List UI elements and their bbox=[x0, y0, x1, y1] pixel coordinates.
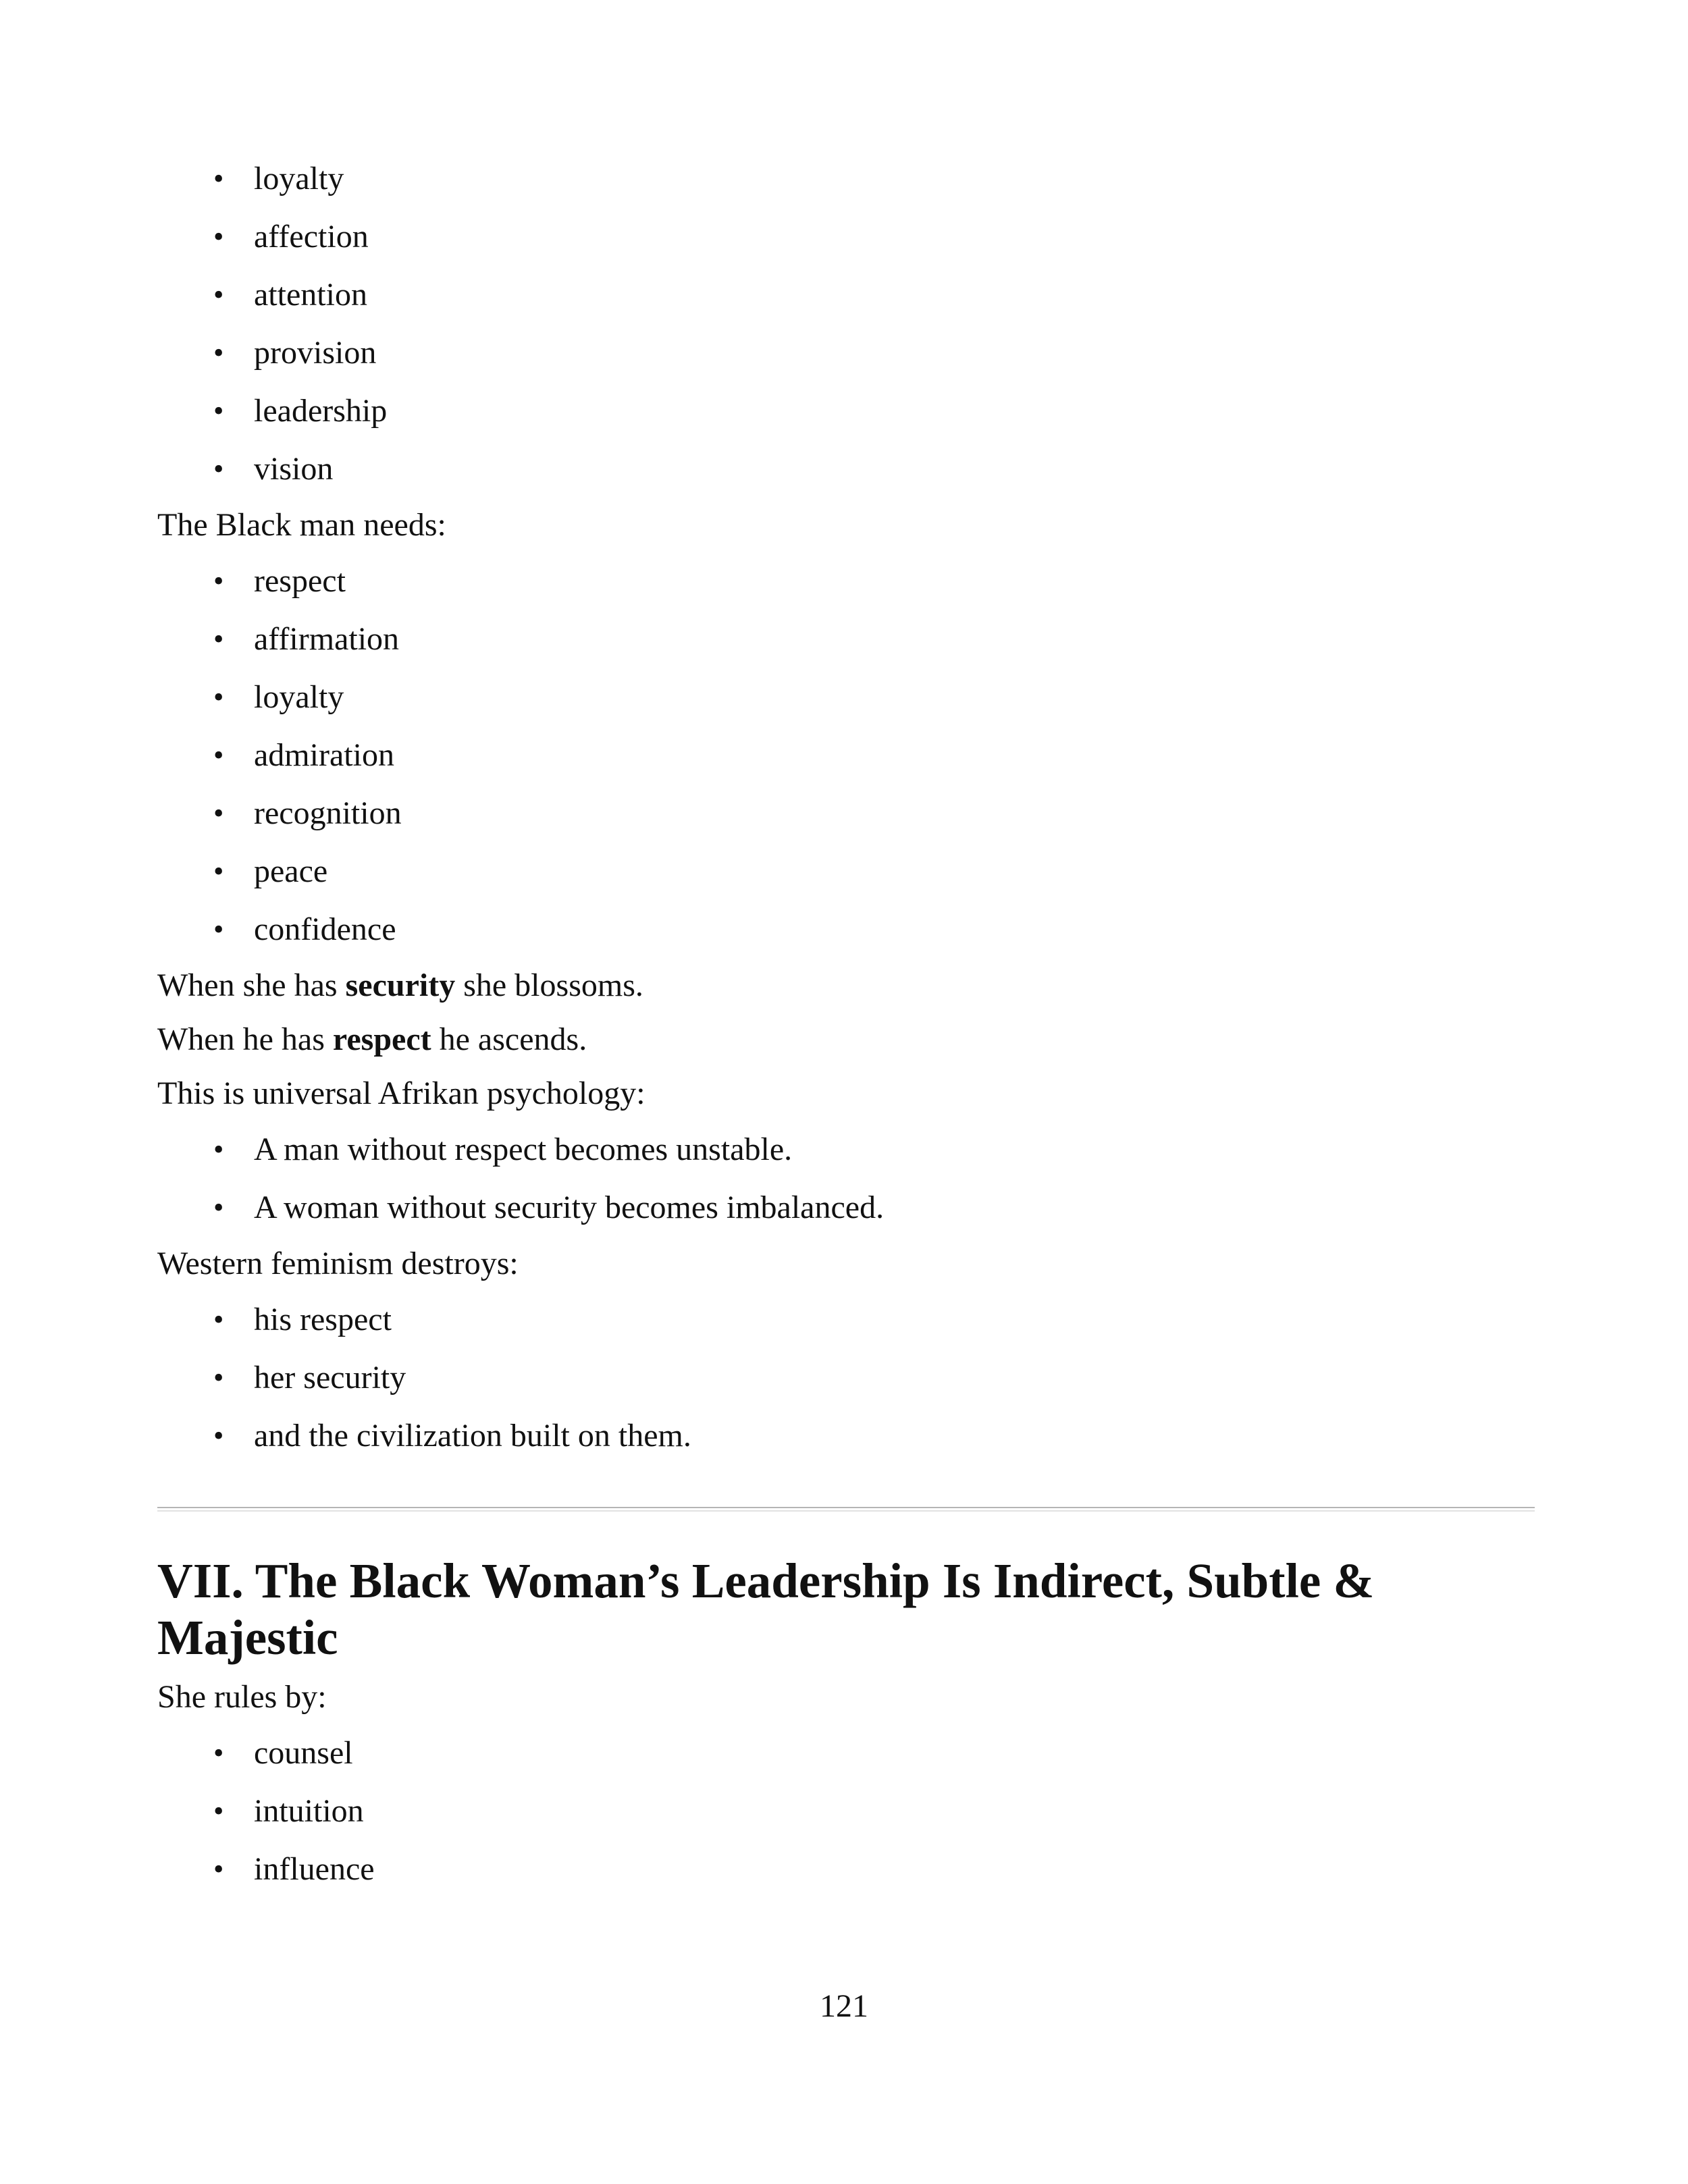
page-number: 121 bbox=[820, 1988, 868, 2024]
list-item: • loyalty bbox=[157, 668, 1535, 726]
text-run: he ascends. bbox=[431, 1021, 587, 1057]
bold-term-security: security bbox=[345, 967, 456, 1003]
section-divider-wrap bbox=[157, 1465, 1535, 1553]
list-item: • recognition bbox=[157, 784, 1535, 843]
list-item: • attention bbox=[157, 266, 1535, 324]
page-content bbox=[157, 150, 1535, 1898]
text-run: she blossoms. bbox=[455, 967, 643, 1003]
list-item: • loyalty bbox=[157, 150, 1535, 208]
man-needs-intro: The Black man needs: bbox=[157, 507, 446, 543]
list-item: • vision bbox=[157, 440, 1535, 498]
she-security-line bbox=[157, 959, 1535, 1013]
list-item: • leadership bbox=[157, 382, 1535, 440]
rules-by-list bbox=[157, 1724, 1535, 1898]
destroys-list bbox=[157, 1291, 1535, 1465]
list-item: • respect bbox=[157, 552, 1535, 610]
list-item: • peace bbox=[157, 843, 1535, 901]
woman-needs-list bbox=[157, 150, 1535, 498]
text-run: When he has bbox=[157, 1021, 333, 1057]
western-feminism-intro: Western feminism destroys: bbox=[157, 1246, 519, 1281]
she-rules-intro: She rules by: bbox=[157, 1679, 327, 1715]
section-heading bbox=[157, 1553, 1535, 1666]
section-heading-line-1: VII. The Black Woman’s Leadership Is Indirect, Subtle & bbox=[157, 1553, 1375, 1608]
man-needs-list bbox=[157, 552, 1535, 959]
list-item: • admiration bbox=[157, 726, 1535, 784]
he-respect-line bbox=[157, 1013, 1535, 1067]
list-item: • provision bbox=[157, 324, 1535, 382]
list-item: • confidence bbox=[157, 901, 1535, 959]
list-item: • and the civilization built on them. bbox=[157, 1407, 1535, 1465]
list-item: • intuition bbox=[157, 1782, 1535, 1840]
list-item: • her security bbox=[157, 1349, 1535, 1407]
list-item: • his respect bbox=[157, 1291, 1535, 1349]
list-item: • influence bbox=[157, 1840, 1535, 1898]
text-run: When she has bbox=[157, 967, 346, 1003]
list-item: • affection bbox=[157, 208, 1535, 266]
list-item: • counsel bbox=[157, 1724, 1535, 1782]
universal-psychology-intro: This is universal Afrikan psychology: bbox=[157, 1075, 645, 1111]
psychology-list bbox=[157, 1121, 1535, 1237]
bold-term-respect: respect bbox=[332, 1021, 431, 1057]
section-heading-line-2: Majestic bbox=[157, 1610, 338, 1665]
list-item: • A woman without security becomes imbalanced. bbox=[157, 1179, 1535, 1237]
horizontal-rule bbox=[157, 1507, 1535, 1512]
list-item: • A man without respect becomes unstable. bbox=[157, 1121, 1535, 1179]
list-item: • affirmation bbox=[157, 610, 1535, 668]
